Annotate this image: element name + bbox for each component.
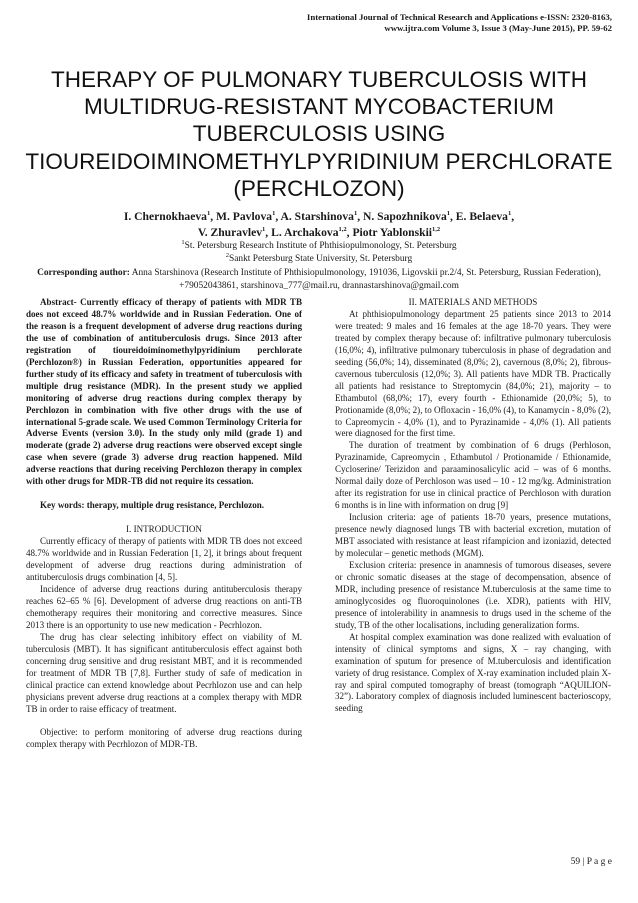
journal-header xyxy=(192,12,612,34)
author-name: A. Starshinova xyxy=(280,210,354,223)
journal-line-1: International Journal of Technical Research and Applications e-ISSN: 2320-8163, xyxy=(306,12,612,22)
author-line-2: V. Zhuravlev$^1$, L. Archakova$^{1,2}$, Piotr Yablonskii$^{1,2}$ xyxy=(197,226,441,239)
author-list xyxy=(20,209,618,241)
intro-paragraph: The drug has clear selecting inhibitory effect on viability of M. tuberculosis (MBT). It has significant antituberculosis effect against both concerning drug sensitive and drug resistant MBT, and it is recommended for treatment of MDR TB [7,8]. Further study of safe of medication in clinical practice can extend knowledge about Pecrhlozon use and can help physicians prevent adverse drug reactions at a complex therapy with MDR TB in order to raise efficacy of treatment. xyxy=(26,631,302,714)
left-column xyxy=(26,297,302,751)
author-name: V. Zhuravlev xyxy=(197,226,263,239)
author-affiliation-mark: 1 xyxy=(507,210,512,218)
author-affiliation-mark: 1 xyxy=(206,210,211,218)
page-label: P a g e xyxy=(586,857,612,867)
page-number: 59 xyxy=(570,857,581,867)
author-affiliation-mark: 1,2 xyxy=(338,226,347,234)
author-affiliation-mark: 1,2 xyxy=(432,226,441,234)
author-name: I. Chernokhaeva xyxy=(123,210,207,223)
corresponding-author xyxy=(14,267,624,292)
author-affiliation-mark: 1 xyxy=(262,226,266,234)
author-affiliation-mark: 1 xyxy=(353,210,358,218)
section-heading-materials-methods: II. MATERIALS AND METHODS xyxy=(408,297,538,307)
affiliation-1: $^1$St. Petersburg Research Institute of Phthisiopulmonology, St. Petersburg xyxy=(181,238,457,251)
affiliation-2: $^2$Sankt Petersburg State University, St. Petersburg xyxy=(225,251,413,264)
author-name: E. Belaeva xyxy=(455,210,508,223)
corresponding-author-details: Anna Starshinova (Research Institute of Phthisiopulmonology, 191036, Ligovskii pr.2/4, St. Petersburg, Russian Federation), +79052043861, starshinova_777@mail.ru, drannastarshinova@gmail.com xyxy=(129,268,601,291)
methods-paragraph: At hospital complex examination was done realized with evaluation of intensity of clinical symptoms and signs, X – ray changing, with examination of sputum for presence of M.tuberculosis and identification variety of drug resistance. Complex of X-ray examination included plain X-ray and spiral computed tomography of breast (tomograph “AQUILION-32”). Laboratory complex of diagnosis included luminescent bacterioscopy, seeding xyxy=(335,631,611,714)
author-line-1: I. Chernokhaeva$^1$, M. Pavlova$^1$, A. Starshinova$^1$, N. Sapozhnikova$^1$, E. Belaeva$^1$, xyxy=(123,210,515,223)
paper-title: THERAPY OF PULMONARY TUBERCULOSIS WITH MULTIDRUG-RESISTANT MYCOBACTERIUM TUBERCULOSIS USING TIOUREIDOIMINOMETHYLPYRIDINIUM PERCHLORATE (PERCHLOZON) xyxy=(25,67,613,201)
author-name: M. Pavlova xyxy=(216,210,273,223)
methods-paragraph: Exclusion criteria: presence in anamnesis of tumorous diseases, severe or chronic somatic diseases at the stage of decompensation, absence of MDR, including presence of resistance M.tuberculosis at the same time to aminoglycosides og fluoroquinolones (i.e. XDR), patients with HIV, presence of intolerability in anamnesis to drugs used in the scheme of the study, TB of the other localisations, including generalization forms. xyxy=(335,559,611,630)
page-footer: 59 | P a g e xyxy=(570,857,612,867)
methods-paragraph: Inclusion criteria: age of patients 18-70 years, presence mutations, presence newly diagnosed lungs TB with bacterial excretion, mutation of MBT associated with resistance at least rifampicion and izoniazid, detected by molecular – genetic methods (MGM). xyxy=(335,512,611,559)
right-column xyxy=(335,297,611,715)
author-name: L. Archakova xyxy=(271,226,339,239)
author-affiliation-mark: 1 xyxy=(272,210,276,218)
author-name: Piotr Yablonskii xyxy=(352,226,433,239)
author-affiliation-mark: 1 xyxy=(446,210,450,218)
affiliations xyxy=(20,240,618,265)
methods-paragraph: At phthisiopulmonology department 25 patients since 2013 to 2014 were treated: 9 males and 16 females at the age 18-70 years. They were treated by complex therapy because of: infiltrative pulmonary tuberculosis (16,0%; 4), infiltrative pulmonary tuberculosis in phase of degradation and seeding (56,0%; 14), disseminated (8,0%; 2), cavernous (8,0%; 2), fibrous- cavernous tuberculosis (12,0%; 3). All patients have MDR TB. Practically all patients had resistance to Streptomycin (84,0%; 21), majority – to Ethambutol (68,0%; 17), every fourth - Ethionamide (20,0%; 5), to Protionamide (8,0%; 2), to Ofloxacin - 16,0% (4), to Kanamycin - 8,0% (2), to Capreomycin - 4,0% (1), and to Pyrazinamide - 4,0% (1). All patients were diagnosed for the first time. xyxy=(335,308,611,439)
keywords: Key words: therapy, multiple drug resistance, Perchlozon. xyxy=(40,500,265,511)
section-heading-introduction: I. INTRODUCTION xyxy=(126,524,202,535)
objective-paragraph: Objective: to perform monitoring of adverse drug reactions during complex therapy with Pecrhlozon of MDR-TB. xyxy=(26,727,302,750)
author-name: N. Sapozhnikova xyxy=(362,210,447,223)
methods-paragraph: The duration of treatment by combination of 6 drugs (Perhloson, Pyrazinamide, Capreomycin , Ethambutol / Protionamide / Ethionamide, Cycloserine/ Terizidon and paraaminosalicylic acid – was of 6 months. Normal daily doze of Perchloson was used – 10 - 12 mg/kg. Administration after its registration for use in clinical practice of Perchloson with duration 6 months is in line with information on drug [9] xyxy=(335,440,611,511)
intro-paragraph: Incidence of adverse drug reactions during antituberculosis therapy reaches 62–65 % [6]. Development of adverse drug reactions on anti-TB chemotherapy requires their monitoring and corrective measures. Since 2013 there is an opportunity to use new medication - Pecrhlozon. xyxy=(26,583,302,630)
journal-line-2: www.ijtra.com Volume 3, Issue 3 (May-June 2015), PP. 59-62 xyxy=(384,23,612,33)
intro-paragraph: Currently efficacy of therapy of patients with MDR TB does not exceed 48.7% worldwide and in Russian Federation [1, 2], it brings about frequent development of adverse drug reactions during administration of antituberculosis drugs combination [4, 5]. xyxy=(26,536,302,583)
abstract: Abstract- Currently efficacy of therapy of patients with MDR TB does not exceed 48.7% worldwide and in Russian Federation. One of the reason is a frequent development of adverse drug reactions during the use of combination of antituberculosis drugs. Since 2013 after registration of tioureidoiminomethylpyridinium perchlorate (Perchlozon®) in Russian Federation, opportunities appeared for further study of its efficacy and safety in treatment of tuberculosis with multiple drug resistance (MDR). In the present study we applied monitoring of adverse drug reactions during complex therapy by Perchlozon in combination with five other drugs with the use of international 5-grade scale. We used Common Terminology Criteria for Adverse Events (version 3.0). In the study only mild (grade 1) and moderate (grade 2) adverse drug reactions were observed except single case when severe (grade 3) adverse drug reaction happened. Mild adverse reactions that during receiving Perchlozon therapy in complex with other drugs for MDR-TB did not require its cessation. xyxy=(26,297,302,487)
corresponding-author-label: Corresponding author: xyxy=(37,268,130,278)
